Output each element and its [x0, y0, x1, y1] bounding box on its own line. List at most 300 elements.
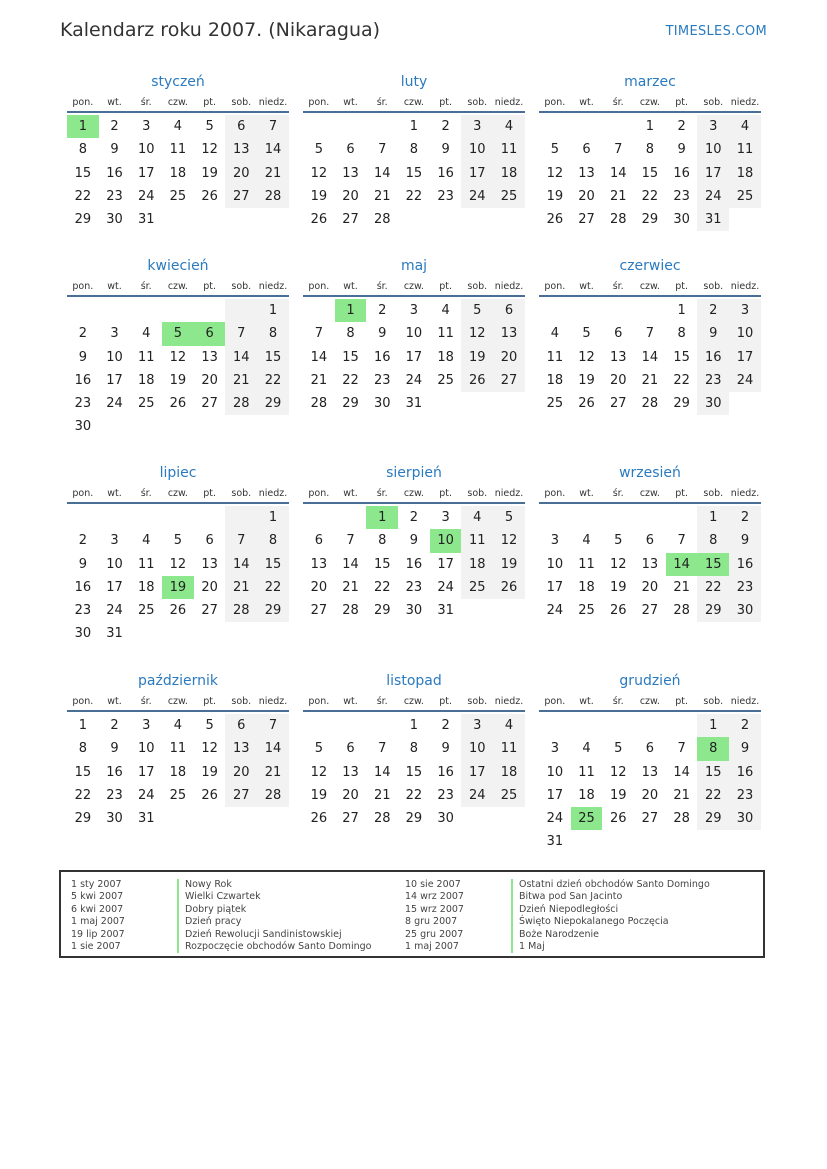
day-cell: 19 [609, 787, 627, 803]
day-cell: 28 [257, 784, 289, 807]
day-cell: 19 [546, 188, 564, 204]
day-cell: 19 [461, 346, 493, 369]
week-row [67, 208, 289, 231]
day-cell: 23 [74, 396, 92, 412]
day-cell: 7 [225, 529, 257, 552]
day-cell: 12 [609, 764, 627, 780]
day-cell: 2 [110, 718, 119, 733]
day-cell: 12 [578, 349, 595, 365]
day-cell: 14 [373, 764, 391, 780]
week-row [303, 784, 525, 807]
day-cell: 10 [137, 142, 155, 158]
day-cell: 11 [137, 556, 155, 572]
day-cell: 7 [257, 714, 289, 737]
day-cell: 29 [342, 396, 359, 412]
week-row [303, 208, 525, 231]
day-cell: 5 [314, 741, 323, 757]
day-cell: 13 [342, 165, 359, 181]
day-cell: 9 [729, 529, 761, 552]
day-cell: 19 [578, 372, 595, 388]
day-cell: 15 [74, 764, 92, 780]
day-cell: 16 [106, 165, 123, 181]
weekday-label: pon. [72, 97, 94, 108]
week-row [303, 115, 525, 138]
weekday-label: niedz. [258, 97, 288, 108]
day-cell: 21 [225, 369, 257, 392]
day-cell: 28 [609, 212, 627, 228]
day-cell: 15 [673, 349, 690, 365]
day-cell: 28 [342, 603, 359, 619]
holiday-name: 1 Maj [511, 941, 545, 953]
day-cell: 31 [106, 626, 123, 642]
day-cell: 15 [641, 165, 659, 181]
day-cell: 20 [641, 787, 659, 803]
day-cell: 13 [201, 556, 218, 572]
holiday-date: 14 wrz 2007 [405, 891, 464, 903]
empty-day-cell [162, 415, 194, 438]
day-cell: 26 [201, 787, 218, 803]
day-cell: 16 [437, 764, 454, 780]
month-block [67, 669, 289, 830]
week-row [67, 761, 289, 784]
empty-day-cell [99, 506, 131, 529]
day-cell: 9 [677, 142, 686, 158]
weekday-label: wt. [343, 696, 358, 707]
week-row [539, 322, 761, 345]
weekday-header [67, 278, 289, 297]
week-row [539, 115, 761, 138]
day-cell: 7 [614, 142, 623, 158]
weekday-label: sob. [231, 696, 252, 707]
weekday-header [67, 94, 289, 113]
week-row [67, 185, 289, 208]
day-cell: 24 [546, 603, 564, 619]
day-cell: 17 [546, 787, 564, 803]
weekday-label: pon. [72, 281, 94, 292]
day-cell: 22 [342, 372, 359, 388]
week-row [67, 622, 289, 645]
weekday-label: niedz. [258, 696, 288, 707]
day-cell: 19 [310, 188, 328, 204]
empty-day-cell [493, 392, 525, 415]
day-cell: 25 [571, 807, 603, 830]
empty-day-cell [225, 299, 257, 322]
day-cell: 14 [641, 349, 659, 365]
day-cell: 27 [641, 811, 659, 827]
week-row [303, 369, 525, 392]
day-cell: 14 [373, 165, 391, 181]
day-cell: 2 [677, 119, 686, 134]
day-cell: 10 [137, 741, 155, 757]
day-cell: 16 [74, 579, 92, 595]
day-cell: 27 [201, 396, 218, 412]
day-cell: 18 [169, 764, 187, 780]
day-cell: 14 [225, 553, 257, 576]
day-cell: 23 [373, 372, 391, 388]
day-cell: 3 [729, 299, 761, 322]
week-row [67, 299, 289, 322]
day-cell: 4 [493, 714, 525, 737]
day-cell: 12 [461, 322, 493, 345]
empty-day-cell [493, 208, 525, 231]
day-cell: 23 [729, 784, 761, 807]
week-row [67, 599, 289, 622]
day-cell: 6 [194, 322, 226, 345]
day-cell: 16 [437, 165, 454, 181]
week-row [67, 369, 289, 392]
day-cell: 15 [405, 764, 423, 780]
day-cell: 2 [78, 533, 87, 549]
day-cell: 18 [729, 162, 761, 185]
day-cell: 26 [201, 188, 218, 204]
weekday-label: pt. [675, 696, 688, 707]
day-cell: 3 [697, 115, 729, 138]
holiday-name: Wielki Czwartek [177, 891, 261, 903]
day-cell: 3 [142, 718, 151, 733]
empty-day-cell [366, 714, 398, 737]
day-cell: 17 [106, 372, 123, 388]
brand-link[interactable]: TIMESLES.COM [665, 24, 767, 39]
day-cell: 19 [609, 579, 627, 595]
day-cell: 18 [546, 372, 564, 388]
day-cell: 6 [645, 533, 655, 549]
day-cell: 26 [310, 212, 328, 228]
day-cell: 20 [609, 372, 627, 388]
day-cell: 20 [201, 372, 218, 388]
week-row [303, 392, 525, 415]
holiday-date: 8 gru 2007 [405, 916, 458, 928]
day-cell: 26 [609, 811, 627, 827]
month-name: listopad [386, 673, 442, 689]
day-cell: 18 [137, 372, 155, 388]
day-cell: 14 [342, 556, 359, 572]
day-cell: 20 [225, 761, 257, 784]
weekday-label: sob. [703, 696, 724, 707]
day-cell: 24 [137, 787, 155, 803]
day-cell: 4 [582, 533, 591, 549]
weekday-label: sob. [231, 281, 252, 292]
holiday-date: 6 kwi 2007 [71, 903, 124, 915]
empty-day-cell [461, 807, 493, 830]
empty-day-cell [493, 599, 525, 622]
day-cell: 9 [697, 322, 729, 345]
day-cell: 23 [106, 188, 123, 204]
day-cell: 9 [110, 142, 119, 158]
day-cell: 21 [257, 162, 289, 185]
weekday-label: wt. [343, 488, 358, 499]
month-name: maj [400, 258, 428, 274]
weekday-label: pon. [308, 281, 330, 292]
weekday-header [67, 693, 289, 712]
weekday-label: pon. [308, 97, 330, 108]
empty-day-cell [257, 208, 289, 231]
empty-day-cell [99, 415, 131, 438]
empty-day-cell [539, 714, 571, 737]
day-cell: 7 [314, 326, 323, 342]
day-cell: 16 [373, 349, 391, 365]
week-row [303, 599, 525, 622]
month-name: kwiecień [147, 258, 209, 274]
day-cell: 5 [582, 326, 591, 342]
day-cell: 24 [106, 396, 123, 412]
week-row [67, 714, 289, 737]
empty-day-cell [571, 714, 603, 737]
day-cell: 29 [373, 603, 391, 619]
day-cell: 9 [409, 533, 419, 549]
day-cell: 13 [641, 556, 659, 572]
empty-day-cell [571, 115, 603, 138]
day-cell: 11 [578, 556, 595, 572]
week-row [539, 784, 761, 807]
day-cell: 19 [493, 553, 525, 576]
day-cell: 3 [550, 533, 559, 549]
day-cell: 11 [493, 737, 525, 760]
day-cell: 27 [578, 212, 595, 228]
day-cell: 25 [137, 396, 155, 412]
day-cell: 20 [310, 579, 328, 595]
day-cell: 2 [729, 506, 761, 529]
holiday-name: Ostatni dzień obchodów Santo Domingo [511, 879, 710, 891]
day-cell: 25 [169, 787, 187, 803]
weekday-label: pon. [72, 488, 94, 499]
day-cell: 12 [310, 764, 328, 780]
week-row [67, 784, 289, 807]
empty-day-cell [729, 208, 761, 231]
weekday-label: czw. [167, 281, 188, 292]
day-cell: 6 [645, 741, 655, 757]
day-cell: 1 [257, 506, 289, 529]
weekday-label: niedz. [494, 696, 524, 707]
week-row [67, 162, 289, 185]
weekday-label: czw. [167, 696, 188, 707]
weekday-label: niedz. [258, 488, 288, 499]
day-cell: 27 [201, 603, 218, 619]
week-row [303, 506, 525, 529]
empty-day-cell [729, 830, 761, 853]
weekday-label: sob. [467, 488, 488, 499]
day-cell: 16 [74, 372, 92, 388]
day-cell: 2 [409, 510, 419, 525]
day-cell: 7 [257, 115, 289, 138]
day-cell: 15 [697, 553, 729, 576]
day-cell: 9 [378, 326, 387, 342]
day-cell: 6 [346, 741, 355, 757]
day-cell: 13 [342, 764, 359, 780]
day-cell: 8 [346, 326, 355, 342]
day-cell: 4 [142, 533, 151, 549]
day-cell: 27 [225, 784, 257, 807]
weekday-label: czw. [403, 281, 424, 292]
day-cell: 10 [405, 326, 423, 342]
day-cell: 13 [578, 165, 595, 181]
empty-day-cell [335, 714, 367, 737]
day-cell: 20 [225, 162, 257, 185]
day-cell: 23 [697, 369, 729, 392]
day-cell: 22 [405, 188, 423, 204]
day-cell: 13 [225, 138, 257, 161]
day-cell: 13 [493, 322, 525, 345]
day-cell: 22 [74, 188, 92, 204]
empty-day-cell [602, 115, 634, 138]
day-cell: 21 [373, 787, 391, 803]
weekday-label: czw. [639, 488, 660, 499]
day-cell: 3 [461, 714, 493, 737]
weekday-label: czw. [403, 97, 424, 108]
day-cell: 24 [137, 188, 155, 204]
empty-day-cell [303, 714, 335, 737]
month-name: grudzień [619, 673, 681, 689]
day-cell: 30 [437, 811, 454, 827]
day-cell: 18 [169, 165, 187, 181]
day-cell: 7 [378, 142, 387, 158]
day-cell: 23 [437, 188, 454, 204]
empty-day-cell [194, 622, 226, 645]
weekday-label: pt. [203, 696, 216, 707]
day-cell: 29 [257, 599, 289, 622]
week-row [67, 415, 289, 438]
day-cell: 18 [437, 349, 454, 365]
week-row [303, 185, 525, 208]
day-cell: 30 [106, 811, 123, 827]
day-cell: 20 [578, 188, 595, 204]
weekday-header [539, 94, 761, 113]
page-title: Kalendarz roku 2007. (Nikaragua) [60, 19, 381, 41]
day-cell: 22 [697, 576, 729, 599]
day-cell: 21 [641, 372, 659, 388]
day-cell: 30 [673, 212, 690, 228]
day-cell: 25 [546, 396, 564, 412]
week-row [303, 346, 525, 369]
holiday-name: Nowy Rok [177, 879, 232, 891]
day-cell: 17 [546, 579, 564, 595]
day-cell: 3 [110, 533, 119, 549]
weekday-label: śr. [140, 488, 152, 499]
day-cell: 19 [162, 576, 194, 599]
day-cell: 6 [314, 533, 323, 549]
day-cell: 24 [697, 185, 729, 208]
day-cell: 31 [405, 396, 423, 412]
day-cell: 21 [673, 787, 690, 803]
day-cell: 27 [641, 603, 659, 619]
day-cell: 10 [106, 556, 123, 572]
day-cell: 18 [578, 787, 595, 803]
week-row [67, 322, 289, 345]
day-cell: 26 [578, 396, 595, 412]
week-row [539, 553, 761, 576]
day-cell: 7 [645, 326, 655, 342]
day-cell: 16 [729, 553, 761, 576]
day-cell: 11 [493, 138, 525, 161]
day-cell: 1 [67, 115, 99, 138]
holiday-name: Dzień Niepodległości [511, 904, 618, 916]
empty-day-cell [666, 506, 698, 529]
day-cell: 31 [137, 212, 155, 228]
day-cell: 21 [373, 188, 391, 204]
day-cell: 26 [310, 811, 328, 827]
weekday-label: pt. [439, 281, 452, 292]
day-cell: 12 [609, 556, 627, 572]
day-cell: 11 [546, 349, 564, 365]
weekday-label: śr. [376, 488, 388, 499]
week-row [67, 576, 289, 599]
week-row [303, 529, 525, 552]
day-cell: 28 [310, 396, 328, 412]
day-cell: 8 [257, 322, 289, 345]
empty-day-cell [602, 830, 634, 853]
day-cell: 20 [493, 346, 525, 369]
day-cell: 8 [78, 142, 87, 158]
week-row [539, 807, 761, 830]
holiday-date: 1 maj 2007 [71, 916, 125, 928]
day-cell: 2 [441, 119, 450, 134]
empty-day-cell [194, 208, 226, 231]
empty-day-cell [162, 208, 194, 231]
day-cell: 29 [697, 599, 729, 622]
weekday-label: pon. [544, 97, 566, 108]
day-cell: 29 [257, 392, 289, 415]
day-cell: 25 [437, 372, 454, 388]
weekday-label: pt. [675, 97, 688, 108]
day-cell: 24 [461, 784, 493, 807]
day-cell: 6 [205, 533, 214, 549]
day-cell: 9 [441, 741, 450, 757]
day-cell: 4 [142, 326, 151, 342]
day-cell: 23 [729, 576, 761, 599]
day-cell: 12 [310, 165, 328, 181]
day-cell: 23 [437, 787, 454, 803]
weekday-label: wt. [579, 281, 594, 292]
day-cell: 3 [441, 510, 450, 525]
day-cell: 30 [106, 212, 123, 228]
day-cell: 27 [342, 212, 359, 228]
day-cell: 25 [169, 188, 187, 204]
day-cell: 8 [78, 741, 87, 757]
week-row [539, 761, 761, 784]
week-row [67, 346, 289, 369]
weekday-label: pon. [544, 696, 566, 707]
month-name: lipiec [159, 465, 197, 481]
empty-day-cell [257, 807, 289, 830]
day-cell: 10 [106, 349, 123, 365]
day-cell: 3 [110, 326, 119, 342]
week-row [303, 299, 525, 322]
empty-day-cell [130, 415, 162, 438]
day-cell: 21 [342, 579, 359, 595]
week-row [303, 761, 525, 784]
month-name: luty [400, 74, 428, 90]
day-cell: 14 [257, 138, 289, 161]
empty-day-cell [366, 115, 398, 138]
empty-day-cell [430, 392, 462, 415]
day-cell: 22 [673, 372, 690, 388]
holiday-list [59, 870, 765, 958]
day-cell: 28 [641, 396, 659, 412]
day-cell: 5 [173, 533, 183, 549]
week-row [67, 115, 289, 138]
day-cell: 7 [378, 741, 387, 757]
week-row [67, 737, 289, 760]
day-cell: 9 [441, 142, 450, 158]
weekday-label: śr. [612, 281, 624, 292]
day-cell: 28 [673, 811, 690, 827]
day-cell: 13 [225, 737, 257, 760]
day-cell: 15 [697, 761, 729, 784]
day-cell: 22 [697, 784, 729, 807]
day-cell: 17 [405, 349, 423, 365]
day-cell: 4 [441, 303, 450, 318]
weekday-label: wt. [107, 281, 122, 292]
empty-day-cell [571, 299, 603, 322]
